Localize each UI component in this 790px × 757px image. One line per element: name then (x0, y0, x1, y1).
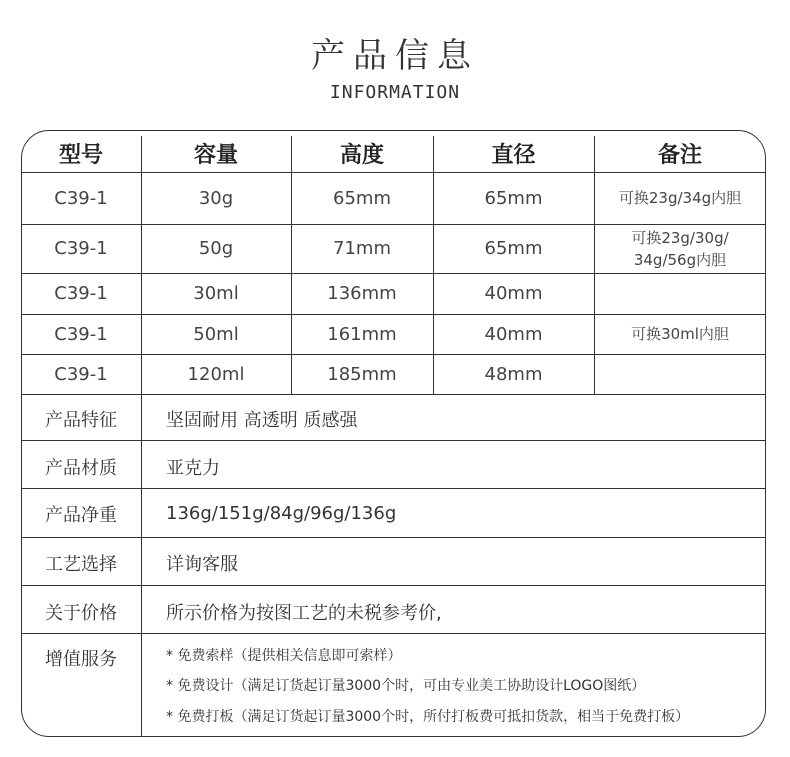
detail-label-services: 增值服务 (45, 649, 117, 670)
column-header-model: 型号 (58, 142, 103, 168)
column-header-capacity: 容量 (193, 142, 238, 168)
table-cell-diameter: 48mm (484, 363, 543, 385)
row-divider (21, 585, 766, 586)
table-cell-diameter: 40mm (484, 323, 543, 345)
service-item-design: * 免费设计（满足订货起订量3000个时，可由专业美工协助设计LOGO图纸） (166, 678, 646, 694)
table-cell-remarks: 可换23g/34g内胆 (618, 189, 742, 207)
table-cell-diameter: 65mm (484, 238, 543, 259)
table-cell-capacity: 120ml (187, 363, 245, 385)
page-subtitle: INFORMATION (329, 82, 461, 103)
detail-value-material: 亚克力 (166, 458, 220, 479)
table-cell-height: 65mm (333, 187, 391, 209)
detail-label-price: 关于价格 (45, 603, 117, 624)
row-divider (21, 394, 766, 395)
table-cell-height: 161mm (327, 323, 397, 345)
detail-label-features: 产品特征 (45, 410, 117, 431)
table-cell-remarks (594, 273, 766, 314)
table-cell-capacity: 30g (198, 187, 234, 209)
detail-value-price: 所示价格为按图工艺的未税参考价, (166, 603, 442, 624)
table-cell-remarks: 可换23g/30g/ 34g/56g内胆 (631, 228, 729, 269)
detail-label-weight: 产品净重 (45, 505, 117, 526)
detail-label-material: 产品材质 (45, 458, 117, 479)
table-cell-capacity: 50ml (193, 323, 239, 345)
table-cell-model: C39-1 (54, 187, 108, 209)
table-cell-model: C39-1 (54, 238, 108, 259)
table-cell-remarks: 可换30ml内胆 (631, 325, 729, 343)
table-cell-remarks (594, 354, 766, 394)
table-cell-model: C39-1 (54, 323, 108, 345)
table-cell-model: C39-1 (54, 363, 108, 385)
row-divider (21, 440, 766, 441)
table-cell-height: 185mm (327, 363, 397, 385)
service-item-proofing: * 免费打板（满足订货起订量3000个时，所付打板费可抵扣货款，相当于免费打板） (166, 709, 690, 725)
detail-value-craft: 详询客服 (166, 554, 238, 575)
table-cell-diameter: 65mm (484, 187, 543, 209)
row-divider (21, 633, 766, 634)
table-cell-capacity: 30ml (193, 283, 239, 304)
table-cell-capacity: 50g (198, 238, 234, 259)
table-cell-model: C39-1 (54, 283, 108, 304)
column-header-remarks: 备注 (657, 142, 702, 168)
service-item-sample: * 免费索样（提供相关信息即可索样） (166, 648, 402, 664)
detail-value-weight: 136g/151g/84g/96g/136g (166, 503, 397, 524)
row-divider (21, 488, 766, 489)
column-header-height: 高度 (339, 142, 384, 168)
table-cell-height: 71mm (333, 238, 391, 259)
table-cell-diameter: 40mm (484, 283, 543, 304)
table-cell-height: 136mm (327, 283, 397, 304)
column-header-diameter: 直径 (491, 142, 536, 168)
page-title: 产品信息 (311, 36, 479, 76)
row-divider (21, 537, 766, 538)
detail-value-features: 坚固耐用 高透明 质感强 (166, 410, 358, 431)
detail-label-craft: 工艺选择 (45, 554, 117, 575)
